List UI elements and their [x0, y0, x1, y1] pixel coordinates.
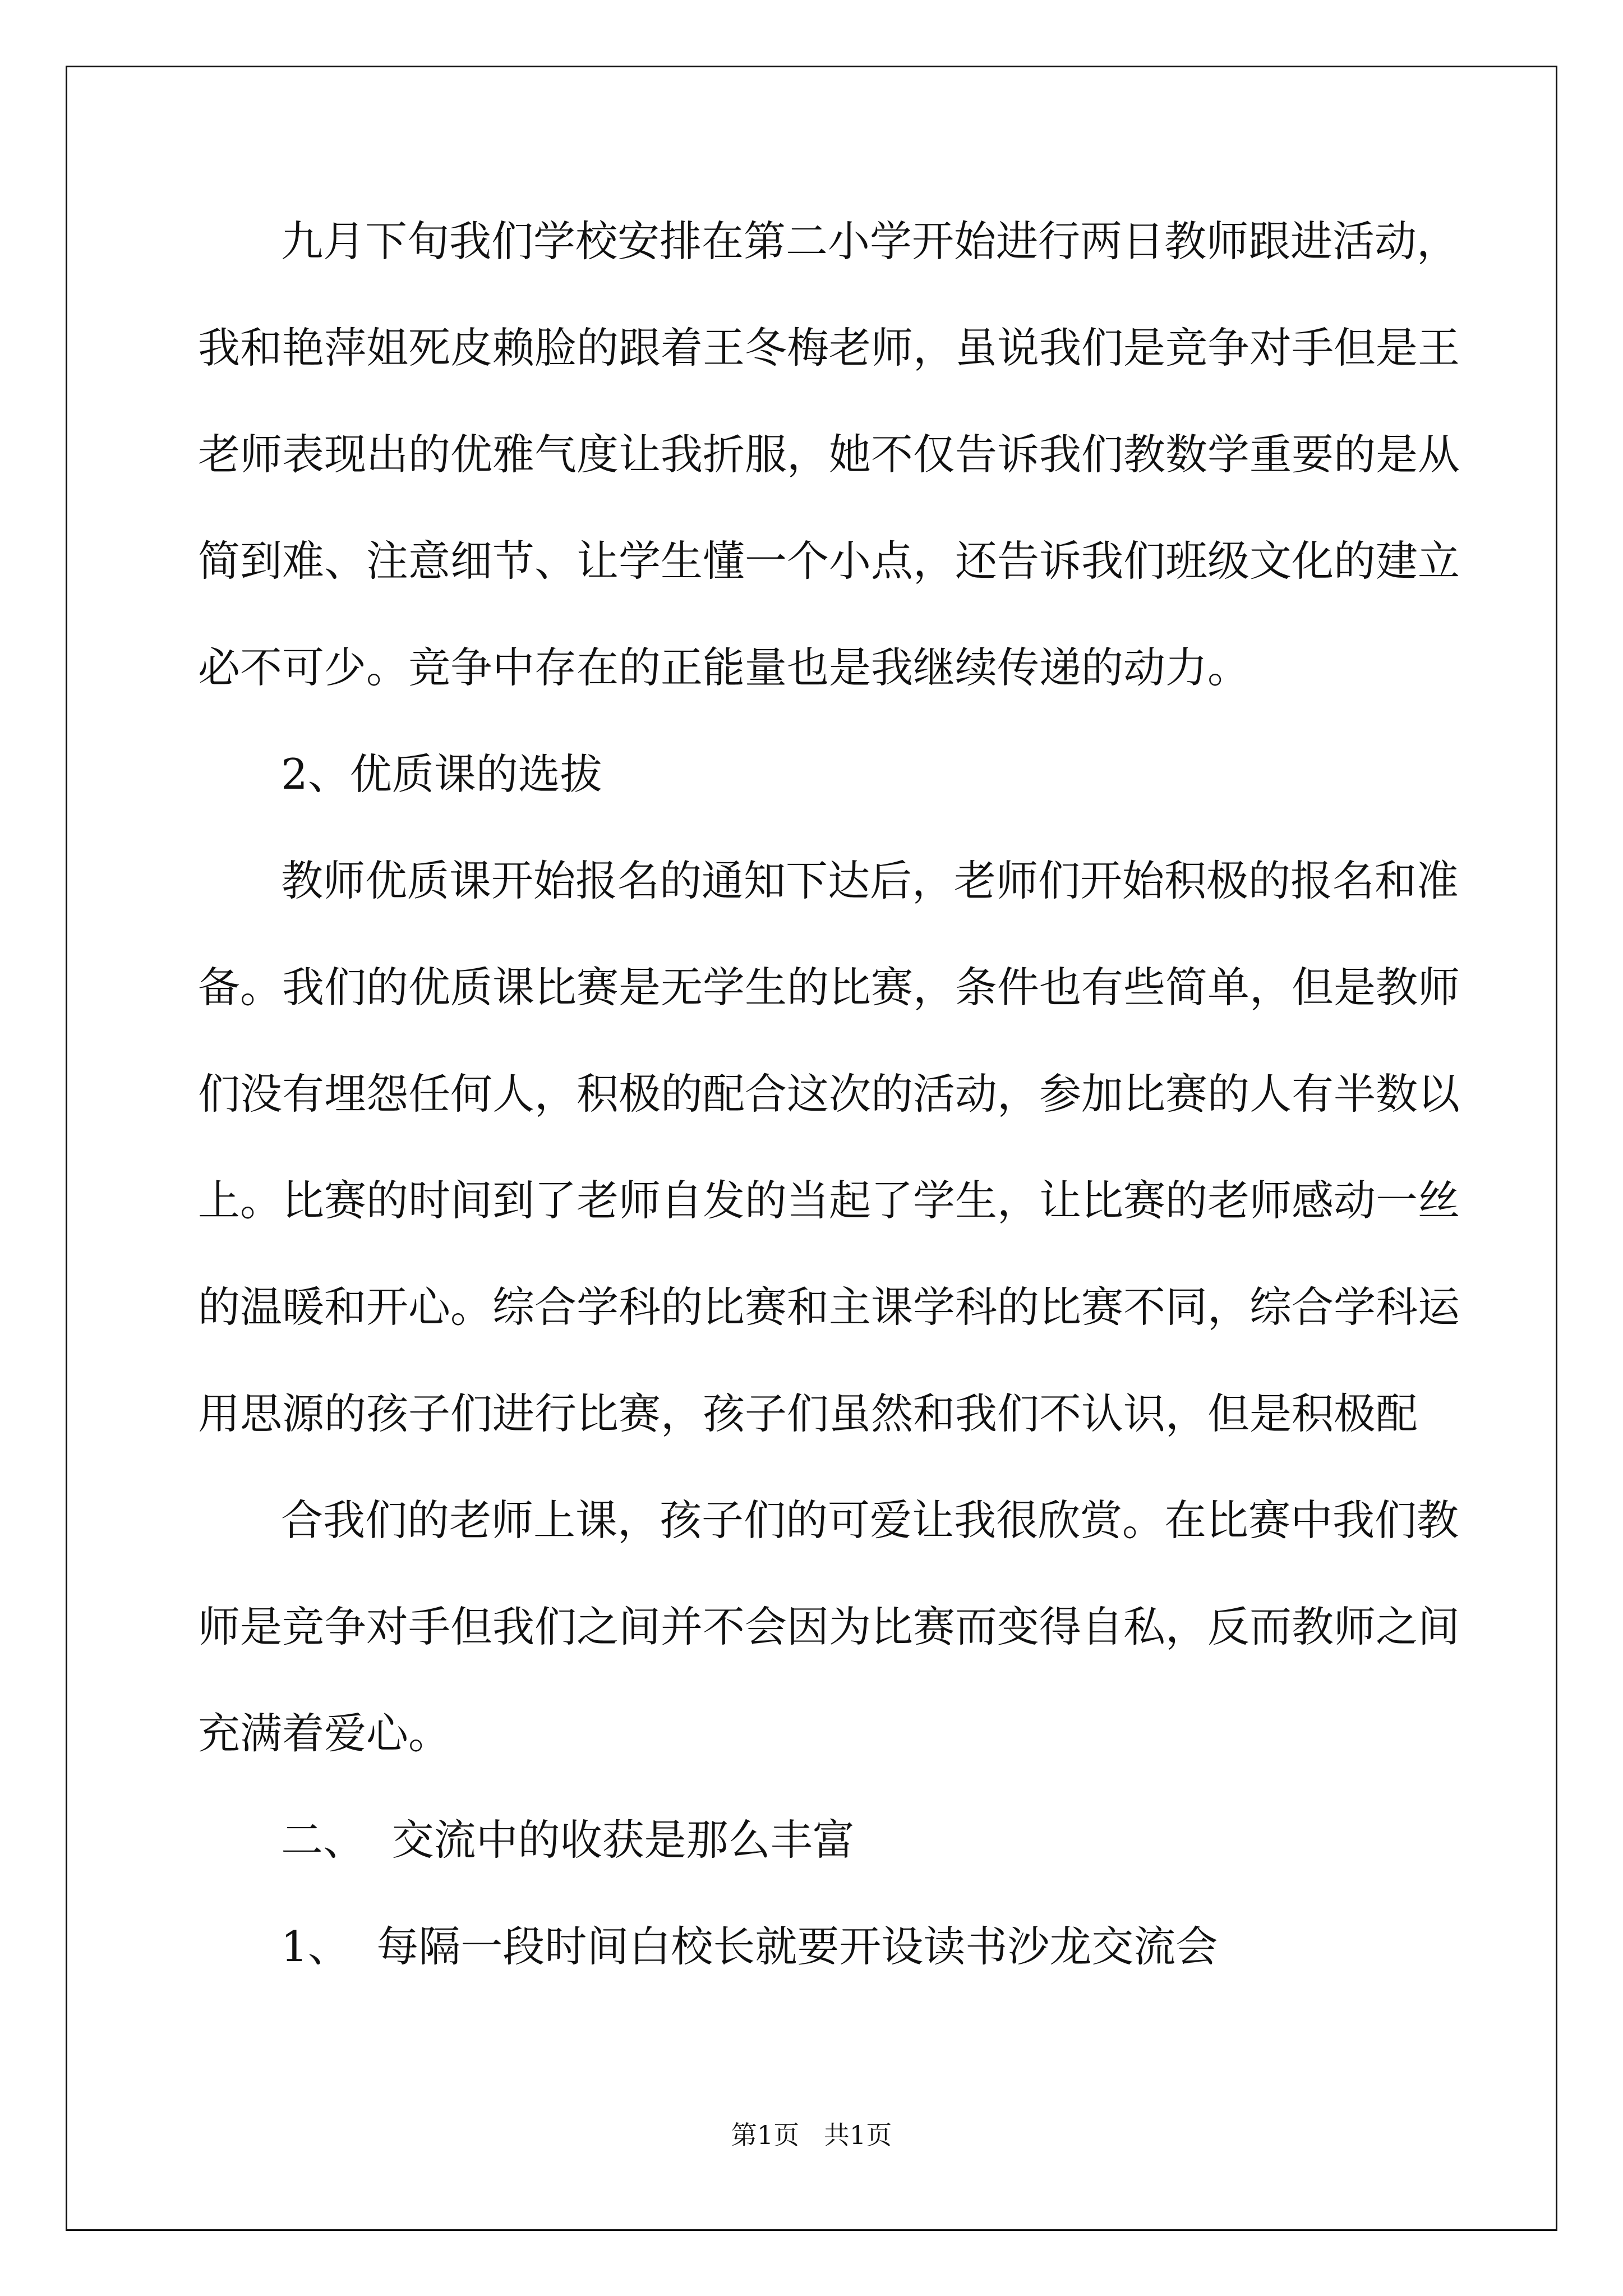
text-line: 备。我们的优质课比赛是无学生的比赛，条件也有些简单，但是教师	[198, 963, 1460, 1012]
text-line: 的温暖和开心。综合学科的比赛和主课学科的比赛不同，综合学科运	[198, 1282, 1460, 1332]
text-line: 合我们的老师上课，孩子们的可爱让我很欣赏。在比赛中我们教	[281, 1496, 1459, 1545]
text-line: 师是竞争对手但我们之间并不会因为比赛而变得自私，反而教师之间	[198, 1602, 1460, 1651]
section-heading: 2、优质课的选拔	[281, 749, 602, 799]
page-border	[66, 66, 1557, 2231]
text-line: 充满着爱心。	[198, 1709, 451, 1758]
section-heading: 1、 每隔一段时间白校长就要开设读书沙龙交流会	[281, 1922, 1218, 1971]
text-line: 必不可少。竞争中存在的正能量也是我继续传递的动力。	[198, 643, 1250, 692]
page-number-footer: 第1页 共1页	[731, 2120, 892, 2150]
section-heading: 二、 交流中的收获是那么丰富	[281, 1815, 855, 1865]
text-line: 我和艳萍姐死皮赖脸的跟着王冬梅老师，虽说我们是竞争对手但是王	[198, 323, 1460, 372]
text-line: 老师表现出的优雅气度让我折服，她不仅告诉我们教数学重要的是从	[198, 430, 1460, 479]
text-line: 九月下旬我们学校安排在第二小学开始进行两日教师跟进活动，	[281, 217, 1459, 266]
text-line: 上。比赛的时间到了老师自发的当起了学生，让比赛的老师感动一丝	[198, 1176, 1460, 1225]
text-line: 们没有埋怨任何人，积极的配合这次的活动，参加比赛的人有半数以	[198, 1069, 1460, 1119]
text-line: 用思源的孩子们进行比赛，孩子们虽然和我们不认识，但是积极配	[198, 1389, 1418, 1438]
text-line: 简到难、注意细节、让学生懂一个小点，还告诉我们班级文化的建立	[198, 536, 1460, 586]
text-line: 教师优质课开始报名的通知下达后，老师们开始积极的报名和准	[281, 856, 1459, 905]
